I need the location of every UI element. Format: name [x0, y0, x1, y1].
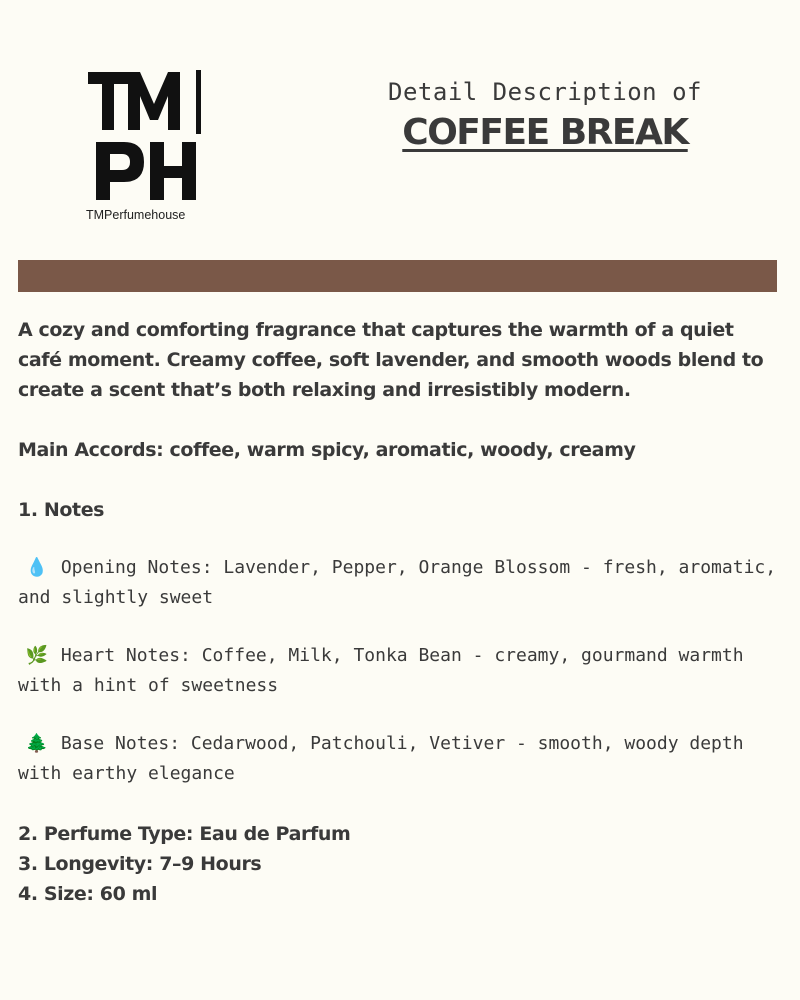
- brand-name: TMPerfumehouse: [86, 208, 186, 222]
- brand-logo: [86, 70, 216, 230]
- tmph-logo-mark: [88, 70, 206, 204]
- main-accords: Main Accords: coffee, warm spicy, aromatic, woody, creamy: [18, 439, 636, 461]
- heading-subtitle: Detail Description of: [388, 78, 702, 106]
- spec-list: [18, 819, 783, 909]
- herb-icon: 🌿: [25, 645, 49, 666]
- divider-band: [18, 260, 777, 292]
- longevity: 3. Longevity: 7–9 Hours: [18, 853, 262, 875]
- perfume-type: 2. Perfume Type: Eau de Parfum: [18, 823, 351, 845]
- page-heading: [360, 78, 730, 153]
- opening-notes: [18, 553, 783, 613]
- description-section: [18, 315, 783, 909]
- droplet-icon: 💧: [25, 557, 49, 578]
- heart-notes: [18, 641, 783, 701]
- opening-notes-text: Opening Notes: Lavender, Pepper, Orange Blossom - fresh, aromatic, and slightly sweet: [18, 557, 777, 608]
- notes-heading: 1. Notes: [18, 499, 105, 521]
- base-notes: [18, 729, 783, 789]
- size: 4. Size: 60 ml: [18, 883, 158, 905]
- heart-notes-text: Heart Notes: Coffee, Milk, Tonka Bean - creamy, gourmand warmth with a hint of sweetness: [18, 645, 744, 696]
- product-description: A cozy and comforting fragrance that captures the warmth of a quiet café moment. Creamy coffee, soft lavender, and smooth woods blend to create a scent that’s both relaxing and irresistibly modern.: [18, 319, 764, 401]
- evergreen-tree-icon: 🌲: [25, 733, 49, 754]
- base-notes-text: Base Notes: Cedarwood, Patchouli, Vetiver - smooth, woody depth with earthy elegance: [18, 733, 744, 784]
- product-title: COFFEE BREAK: [402, 112, 688, 153]
